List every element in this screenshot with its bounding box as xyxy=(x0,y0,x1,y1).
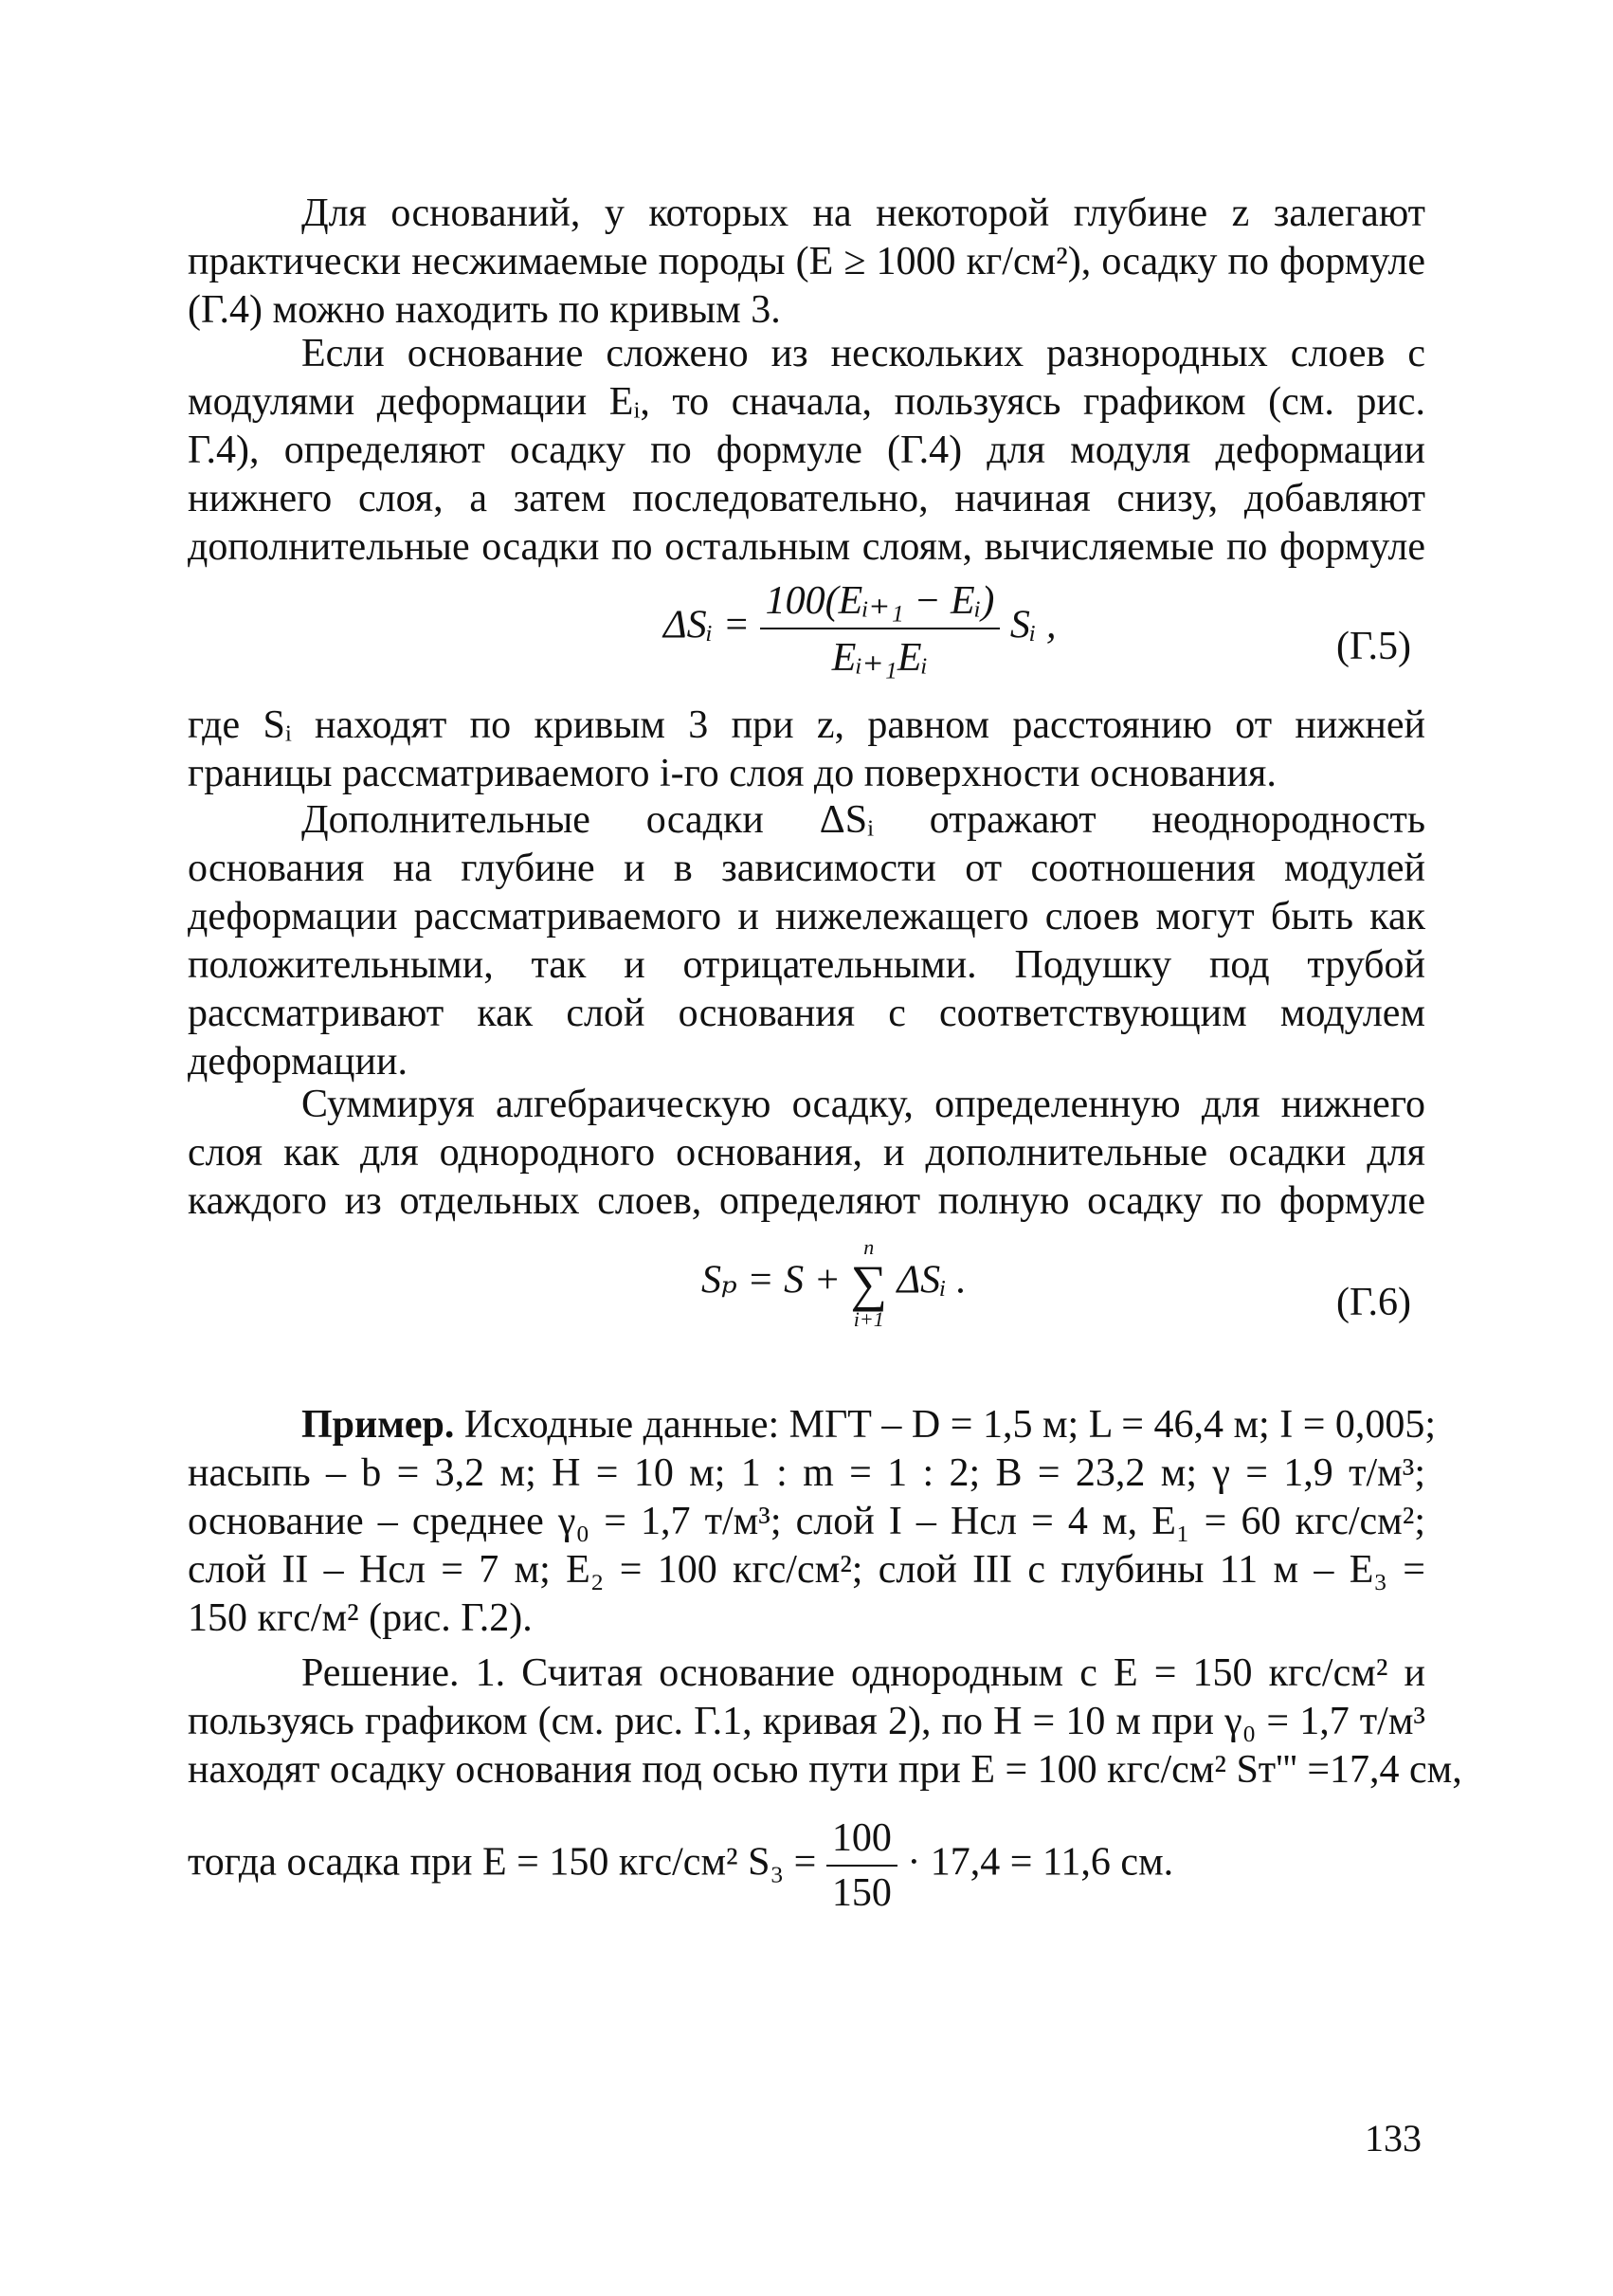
paragraph-2 xyxy=(188,330,1425,572)
final-formula-suffix: · 17,4 = 11,6 см. xyxy=(907,1840,1174,1885)
formula-label-g6: (Г.6) xyxy=(1336,1281,1412,1324)
example-text: Исходные данные: МГТ – D = 1,5 м; L = 46,4 м; I = 0,005; xyxy=(454,1403,1437,1447)
text-line: каждого из отдельных слоев, определяют полную осадку по формуле xyxy=(188,1179,1425,1223)
text-line: положительными, так и отрицательными. Подушку под трубой xyxy=(188,943,1425,987)
paragraph-1 xyxy=(188,190,1425,335)
text-line: основания на глубине и в зависимости от соотношения модулей xyxy=(188,847,1425,890)
text-line: границы рассматриваемого i-го слоя до поверхности основания. xyxy=(188,752,1277,795)
text-line: деформации. xyxy=(188,1040,408,1084)
formula-rhs: Sᵢ , xyxy=(1009,603,1057,647)
text-line: практически несжимаемые породы (E ≥ 1000 кг/см²), осадку по формуле xyxy=(188,240,1425,283)
paragraph-4 xyxy=(188,796,1425,1086)
text-line: где Sᵢ находят по кривым 3 при z, равном расстоянию от нижней xyxy=(188,703,1425,747)
example-paragraph xyxy=(188,1401,1437,1643)
text-line: насыпь – b = 3,2 м; H = 10 м; 1 : m = 1 : 2; B = 23,2 м; γ = 1,9 т/м³; xyxy=(188,1451,1425,1495)
sum-upper-limit: n xyxy=(863,1235,875,1259)
text-line: Дополнительные осадки ΔSᵢ отражают неоднородность xyxy=(301,798,1425,842)
fraction-numerator: 100(Eᵢ₊₁ − Eᵢ) xyxy=(760,576,1001,629)
text-line: Если основание сложено из нескольких разнородных слоев с xyxy=(301,332,1425,375)
text-line: нижнего слоя, а затем последовательно, начиная снизу, добавляют xyxy=(188,477,1425,520)
text-line: Суммируя алгебраическую осадку, определенную для нижнего xyxy=(301,1083,1425,1126)
text-line: рассматривают как слой основания с соответствующим модулем xyxy=(188,992,1425,1035)
text-line: деформации рассматриваемого и нижележащего слоев могут быть как xyxy=(188,895,1425,938)
final-fraction xyxy=(826,1815,897,1916)
text-line: Решение. 1. Считая основание однородным с E = 150 кгс/см² и xyxy=(301,1651,1425,1695)
text-line: Для оснований, у которых на некоторой глубине z залегают xyxy=(301,191,1425,235)
final-formula-prefix: тогда осадка при E = 150 кгс/см² S₃ = xyxy=(188,1840,817,1885)
text-line: 150 кгс/м² (рис. Г.2). xyxy=(188,1596,533,1640)
formula-g6 xyxy=(701,1237,967,1330)
text-line: находят осадку основания под осью пути при E = 100 кгс/см² Sт''' =17,4 см, xyxy=(188,1748,1462,1792)
text-line: пользуясь графиком (см. рис. Г.1, кривая 2), по H = 10 м при γ₀ = 1,7 т/м³ xyxy=(188,1700,1425,1743)
text-line: Г.4), определяют осадку по формуле (Г.4) для модуля деформации xyxy=(188,428,1425,472)
paragraph-3 xyxy=(188,702,1425,798)
text-line: модулями деформации Eᵢ, то сначала, пользуясь графиком (см. рис. xyxy=(188,380,1425,424)
text-line xyxy=(188,1401,1437,1449)
formula-term: ΔSᵢ . xyxy=(897,1258,967,1303)
sum-lower-limit: i+1 xyxy=(853,1307,884,1331)
final-formula xyxy=(188,1815,1173,1916)
summation-symbol xyxy=(850,1237,887,1330)
text-line: дополнительные осадки по остальным слоям, вычисляемые по формуле xyxy=(188,525,1425,569)
example-label: Пример. xyxy=(301,1403,455,1447)
formula-fraction xyxy=(760,576,1001,681)
sigma-glyph: ∑ xyxy=(850,1255,887,1312)
fraction-denominator: 150 xyxy=(831,1871,892,1915)
fraction-denominator: Eᵢ₊₁Eᵢ xyxy=(831,636,929,680)
fraction-numerator: 100 xyxy=(826,1815,897,1867)
formula-g5 xyxy=(663,576,1056,681)
text-line: основание – среднее γ₀ = 1,7 т/м³; слой I – Hсл = 4 м, E₁ = 60 кгс/см²; xyxy=(188,1500,1425,1543)
formula-label-g5: (Г.5) xyxy=(1336,625,1412,668)
text-line: слоя как для однородного основания, и дополнительные осадки для xyxy=(188,1131,1425,1175)
text-line: слой II – Hсл = 7 м; E₂ = 100 кгс/см²; слой III с глубины 11 м – E₃ = xyxy=(188,1548,1425,1592)
solution-paragraph xyxy=(188,1649,1462,1795)
formula-lhs: Sₚ = S + xyxy=(701,1258,841,1303)
formula-lhs: ΔSᵢ = xyxy=(663,603,751,647)
page-number: 133 xyxy=(1365,2117,1422,2159)
text-line: (Г.4) можно находить по кривым 3. xyxy=(188,288,781,332)
paragraph-5 xyxy=(188,1081,1425,1226)
